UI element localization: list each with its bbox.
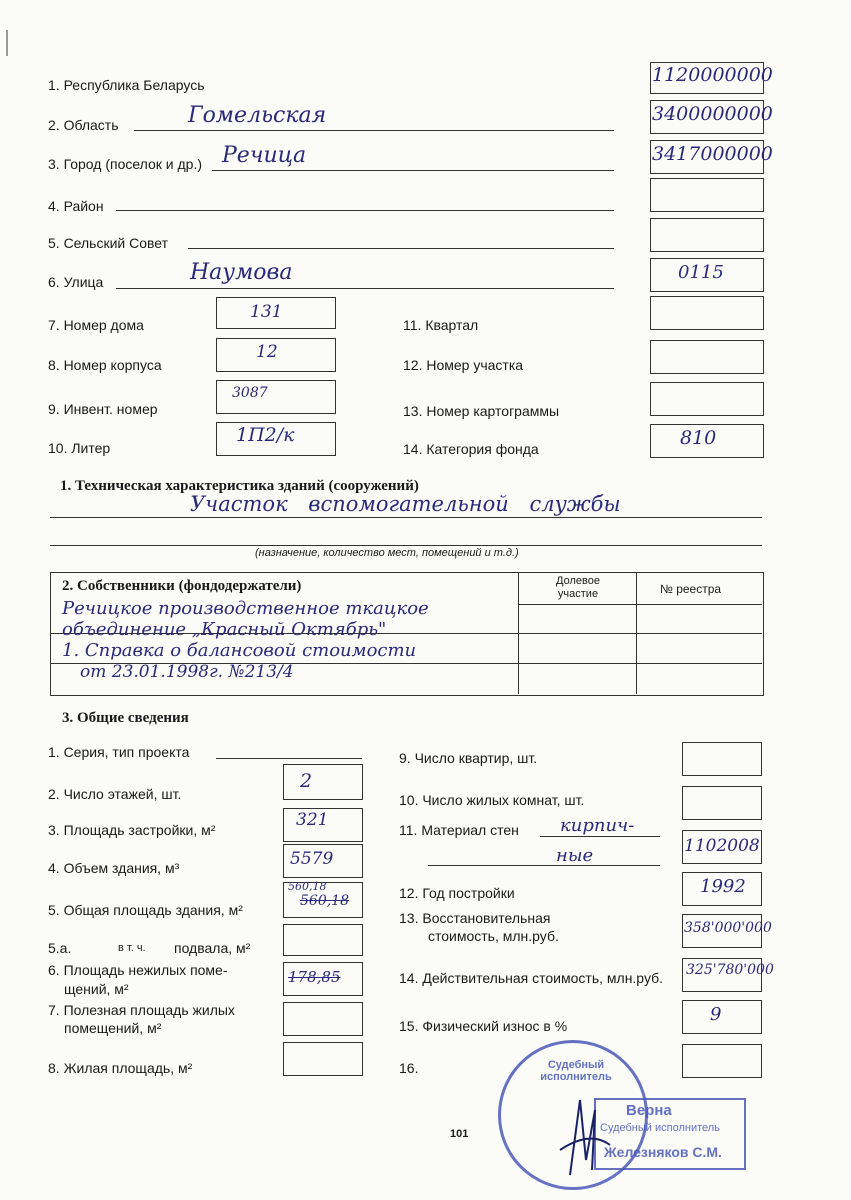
label-nonres-area-1: 6. Площадь нежилых поме- <box>48 962 228 978</box>
city-line <box>212 170 614 171</box>
wall-material-line-1 <box>540 836 660 837</box>
useful-area-box[interactable] <box>283 1002 363 1036</box>
wall-material-value-2: ные <box>556 845 594 866</box>
total-area-value: 560,18 <box>300 893 349 909</box>
margin-mark <box>6 30 8 56</box>
quarter-box[interactable] <box>650 296 764 330</box>
label-basement-2: в т. ч. <box>118 942 146 954</box>
wall-material-line-2 <box>428 865 660 866</box>
selsovet-line <box>188 248 614 249</box>
basement-box[interactable] <box>283 924 363 956</box>
code-box-selsovet[interactable] <box>650 218 764 252</box>
label-building-number: 8. Номер корпуса <box>48 357 162 373</box>
label-republic: 1. Республика Беларусь <box>48 77 205 93</box>
label-liter: 10. Литер <box>48 440 111 456</box>
col-registry-header: № реестра <box>660 582 722 596</box>
field-16-box[interactable] <box>682 1044 762 1078</box>
volume-value: 5579 <box>290 849 334 869</box>
inventory-number-value: 3087 <box>232 385 268 401</box>
code-oblast: 3400000000 <box>652 103 773 125</box>
label-total-area: 5. Общая площадь здания, м² <box>48 902 243 918</box>
label-restoration-cost-2: стоимость, млн.руб. <box>428 928 559 944</box>
physical-wear-box[interactable] <box>682 1000 762 1034</box>
street-value: Наумова <box>190 260 293 285</box>
label-apartments: 9. Число квартир, шт. <box>399 750 538 766</box>
signature-stroke <box>560 1100 610 1175</box>
label-build-year: 12. Год постройки <box>399 885 515 901</box>
label-actual-cost: 14. Действительная стоимость, млн.руб. <box>399 970 664 986</box>
label-street: 6. Улица <box>48 274 104 290</box>
label-field-16: 16. <box>399 1060 419 1076</box>
label-fund-category: 14. Категория фонда <box>403 441 539 457</box>
section1-hint: (назначение, количество мест, помещений и т.д.) <box>255 547 519 559</box>
executor-text: Судебный исполнитель <box>600 1122 720 1134</box>
wall-material-code: 1102008 <box>684 836 760 856</box>
section1-line-1 <box>50 517 762 518</box>
label-useful-area-2: помещений, м² <box>64 1020 162 1036</box>
owners-row-divider-1 <box>518 604 762 605</box>
label-city: 3. Город (поселок и др.) <box>48 156 203 172</box>
fund-category-value: 810 <box>680 427 717 449</box>
apartments-box[interactable] <box>682 742 762 776</box>
oblast-line <box>134 130 614 131</box>
label-living-area: 8. Жилая площадь, м² <box>48 1060 193 1076</box>
rooms-box[interactable] <box>682 786 762 820</box>
plot-number-box[interactable] <box>650 340 764 374</box>
floors-box[interactable] <box>283 764 363 800</box>
label-restoration-cost-1: 13. Восстановительная <box>399 910 551 926</box>
house-number-value: 131 <box>250 302 283 322</box>
cartogram-number-box[interactable] <box>650 382 764 416</box>
built-area-value: 321 <box>296 810 329 830</box>
label-useful-area-1: 7. Полезная площадь жилых <box>48 1002 235 1018</box>
living-area-box[interactable] <box>283 1042 363 1076</box>
label-district: 4. Район <box>48 198 104 214</box>
page-number: 101 <box>450 1128 469 1140</box>
liter-value: 1П2/к <box>236 424 295 446</box>
project-series-line <box>216 758 362 759</box>
wall-material-value-1: кирпич- <box>560 815 635 836</box>
label-physical-wear: 15. Физический износ в % <box>399 1018 568 1034</box>
label-rooms: 10. Число жилых комнат, шт. <box>399 792 585 808</box>
district-line <box>116 210 614 211</box>
seal-text: Судебный исполнитель <box>540 1059 612 1083</box>
label-selsovet: 5. Сельский Совет <box>48 235 169 251</box>
label-oblast: 2. Область <box>48 117 119 133</box>
section1-value: Участок вспомогательной службы <box>190 492 621 516</box>
physical-wear-value: 9 <box>710 1004 722 1025</box>
label-cartogram-number: 13. Номер картограммы <box>403 403 560 419</box>
owner-line-2: объединение „Красный Октябрь" <box>62 619 387 640</box>
executor-name: Железняков С.М. <box>604 1144 722 1160</box>
code-box-district[interactable] <box>650 178 764 212</box>
signature <box>540 1090 620 1180</box>
section2-title: 2. Собственники (фондодержатели) <box>62 578 302 594</box>
street-line <box>116 288 614 289</box>
label-quarter: 11. Квартал <box>403 317 479 333</box>
section1-title: 1. Техническая характеристика зданий (сооружений) <box>60 478 419 494</box>
total-area-value-top: 560,18 <box>288 880 327 893</box>
label-volume: 4. Объем здания, м³ <box>48 860 180 876</box>
code-street: 0115 <box>678 262 724 283</box>
label-basement-1: 5.а. <box>48 940 72 956</box>
col-share-header: Долевое участие <box>556 575 600 600</box>
label-wall-material: 11. Материал стен <box>399 822 519 838</box>
label-plot-number: 12. Номер участка <box>403 357 524 373</box>
owner-line-1: Речицкое производственное ткацкое <box>62 598 429 619</box>
oblast-value: Гомельская <box>188 103 327 128</box>
label-inventory-number: 9. Инвент. номер <box>48 401 158 417</box>
restoration-cost-value: 358'000'000 <box>684 920 772 936</box>
certified-text: Верна <box>626 1102 672 1119</box>
owner-line-3: 1. Справка о балансовой стоимости <box>62 640 417 661</box>
label-project-series: 1. Серия, тип проекта <box>48 744 190 760</box>
label-nonres-area-2: щений, м² <box>64 981 129 997</box>
section3-title: 3. Общие сведения <box>62 710 189 726</box>
label-house-number: 7. Номер дома <box>48 317 144 333</box>
city-value: Речица <box>222 143 307 168</box>
building-number-value: 12 <box>256 342 278 362</box>
label-floors: 2. Число этажей, шт. <box>48 786 182 802</box>
label-basement-3: подвала, м² <box>174 940 251 956</box>
floors-value: 2 <box>300 770 313 792</box>
owner-line-4: от 23.01.1998г. №213/4 <box>80 662 294 682</box>
actual-cost-value: 325'780'000 <box>686 962 774 978</box>
label-built-area: 3. Площадь застройки, м² <box>48 822 216 838</box>
section1-line-2 <box>50 545 762 546</box>
nonres-area-value: 178,85 <box>288 968 341 986</box>
code-city: 3417000000 <box>652 143 773 165</box>
code-republic: 1120000000 <box>652 64 773 86</box>
build-year-value: 1992 <box>700 876 746 897</box>
